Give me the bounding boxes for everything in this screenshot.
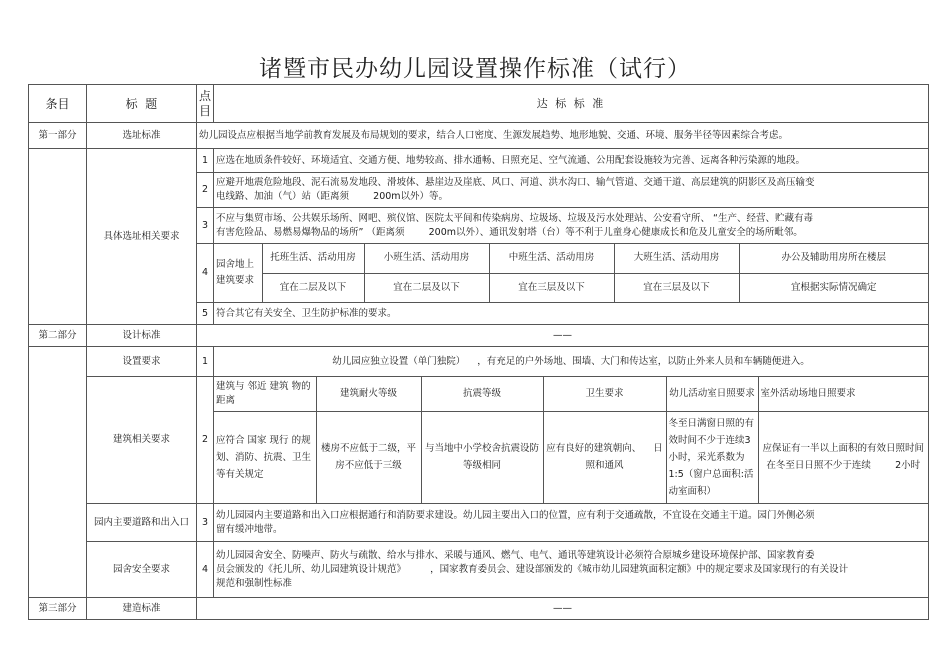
table-row [29,377,929,504]
standard-text: 幼儿园应独立设置（单门独院） ，有充足的户外场地、围墙、大门和传达室，以防止外来人员和车辆随便进入。 [214,347,929,377]
text-line: 幼儿园园内主要道路和出入口应根据通行和消防要求建设。幼儿园主要出入口的位置，应有利于交通疏散，不宜设在交通主干道。园门外侧必须 [216,509,815,521]
point-number: 1 [197,347,214,377]
standard-text [214,173,929,208]
building-value: 应保证有一半以上面积的有效日照时间在冬至日日照不少于连续 2小时 [762,443,925,472]
point-number: 2 [197,173,214,208]
building-value: 与当地中小学校舍抗震设防等级相同 [421,411,543,503]
floor-requirement-label: 园舍地上建筑要求 [214,244,262,302]
text-line: 有害危险品、易燃易爆物品的场所” （距离须 200m以外）、通讯发射塔（台）等不利于儿童身心健康成长和危及儿童安全的场所毗邻。 [216,226,803,238]
floor-requirements-cell [214,244,929,303]
standards-table [28,84,929,620]
section-title: 选址标准 [87,123,197,149]
building-value: 应有良好的建筑朝向、 日照和通风 [543,411,666,503]
building-head: 室外活动场地日照要求 [758,377,928,411]
standard-text [214,542,929,598]
building-value: 应符合 国家 现行 的规划、消防、抗震、卫生等有关规定 [214,411,316,503]
floor-head: 办公及辅助用房所在楼层 [781,252,887,264]
section-title: 建造标准 [87,598,197,620]
text-line: 规范和强制性标准 [216,577,293,589]
table-row [29,325,929,347]
table-row [29,347,929,377]
section-title: 设计标准 [87,325,197,347]
table-row [29,542,929,598]
point-number: 2 [197,377,214,504]
building-requirements-table [214,377,928,503]
building-head: 卫生要求 [543,377,666,411]
standard-text [214,504,929,542]
point-number: 3 [197,504,214,542]
part-label-empty [29,149,87,325]
text-line: 应避开地震危险地段、泥石流易发地段、滑坡体、悬崖边及崖底、风口、河道、洪水沟口、输气管道、交通干道、高层建筑的阴影区及高压输变 [216,177,815,188]
text-line: 员会颁发的《托儿所、幼儿园建筑设计规范》 ，国家教育委员会、建设部颁发的《城市幼儿园建筑面积定额》中的规定要求及国家现行的有关设计 [216,563,849,575]
part-label: 第三部分 [29,598,87,620]
building-head: 建筑耐火等级 [316,377,421,411]
table-row [29,149,929,173]
standard-text: 幼儿园设点应根据当地学前教育发展及布局规划的要求，结合人口密度、生源发展趋势、地形地貌、交通、环境、服务半径等因素综合考虑。 [197,123,929,149]
section-title: 设置要求 [87,347,197,377]
floor-value: 宜在三层及以下 [614,273,739,302]
building-requirements-cell [214,377,929,504]
header-item: 条目 [29,85,87,123]
floor-head: 托班生活、活动用房 [262,244,364,273]
floor-value: 宜在三层及以下 [489,273,614,302]
point-number: 4 [197,542,214,598]
point-number: 1 [197,149,214,173]
floor-head: 小班生活、活动用房 [364,244,489,273]
dash-placeholder: —— [197,598,929,620]
part-label: 第一部分 [29,123,87,149]
header-standard: 达 标 标 准 [214,85,929,123]
table-row [29,598,929,620]
floor-requirements-table [214,244,928,302]
section-title: 园内主要道路和出入口 [87,504,197,542]
header-title: 标 题 [87,85,197,123]
text-line: 电线路、加油（气）站（距离须 200m以外）等。 [216,191,449,202]
text-line: 留有缓冲地带。 [216,523,283,535]
page-title: 诸暨市民办幼儿园设置操作标准（试行） [259,56,691,82]
building-head: 建筑与 邻近 建筑 物的距离 [214,377,316,411]
part-label-empty [29,347,87,598]
standard-text: 应选在地质条件较好、环境适宜、交通方便、地势较高、排水通畅、日照充足、空气流通、公用配套设施较为完善、远离各种污染源的地段。 [214,149,929,173]
table-header-row [29,85,929,123]
floor-value: 宜在二层及以下 [262,273,364,302]
building-value: 楼房不应低于二级，平房不应低于三级 [316,411,421,503]
section-title: 园舍安全要求 [87,542,197,598]
part-label: 第二部分 [29,325,87,347]
dash-placeholder: —— [197,325,929,347]
floor-head: 大班生活、活动用房 [614,244,739,273]
standard-text [214,208,929,244]
section-title: 建筑相关要求 [87,377,197,504]
table-row [29,123,929,149]
table-row [29,504,929,542]
floor-value: 宜根据实际情况确定 [739,273,928,302]
floor-value: 宜在二层及以下 [364,273,489,302]
point-number: 4 [197,244,214,303]
building-head: 抗震等级 [421,377,543,411]
building-value: 冬至日满窗日照的有效时间不少于连续3小时，采光系数为1:5（窗户总面积:活动室面积） [666,411,758,503]
header-point: 点目 [197,85,214,123]
text-line: 幼儿园园舍安全、防噪声、防火与疏散、给水与排水、采暖与通风、燃气、电气、通讯等建筑设计必须符合原城乡建设环境保护部、国家教育委 [216,549,815,561]
section-title: 具体选址相关要求 [87,149,197,325]
text-line: 不应与集贸市场、公共娱乐场所、网吧、殡仪馆、医院太平间和传染病房、垃圾场、垃圾及污水处理站、公安看守所、 “生产、经营、贮藏有毒 [216,212,813,224]
point-number: 5 [197,303,214,325]
building-head: 幼儿活动室日照要求 [666,377,758,411]
point-number: 3 [197,208,214,244]
standard-text: 符合其它有关安全、卫生防护标准的要求。 [214,303,929,325]
floor-head: 中班生活、活动用房 [489,244,614,273]
